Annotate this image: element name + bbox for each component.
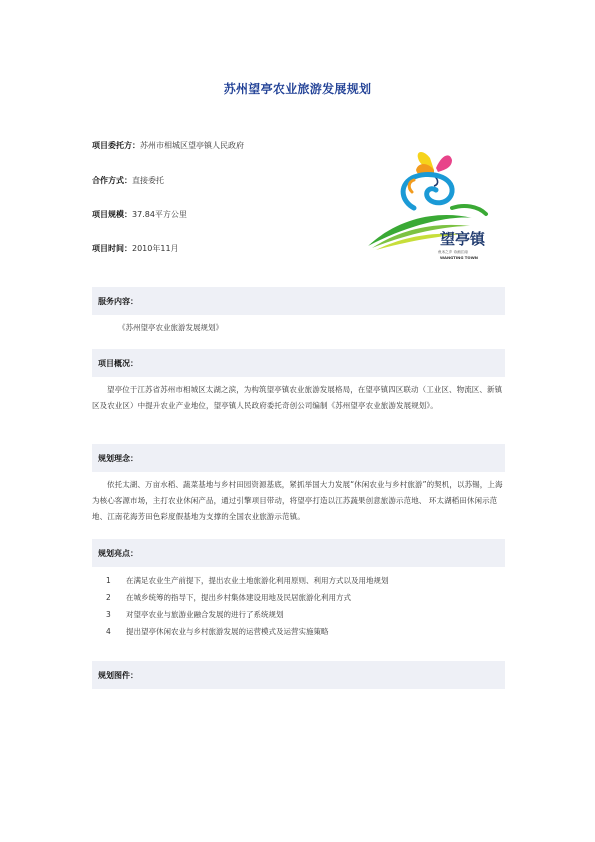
wangting-town-logo-icon [368, 148, 504, 264]
logo-text-en: WANGTING TOWN [440, 255, 478, 260]
logo-slogan: 鱼米之乡 诗画江南 [438, 250, 468, 254]
service-content: 《苏州望亭农业旅游发展规划》 [118, 323, 223, 332]
info-row-time [92, 243, 179, 255]
list-number: 4 [106, 627, 111, 636]
list-item [106, 609, 506, 626]
info-row-client [92, 140, 244, 152]
section-service-header [92, 287, 505, 315]
concept-paragraph: 依托太湖、万亩水稻、蔬菜基地与乡村田园资源基底，紧抓举国大力发展“休闲农业与乡村旅游”的契机，以苏锡，上海为核心客源市场，主打农业休闲产品，通过引擎项目带动，将望亭打造以江苏蔬果创意旅游示范地、 环太湖稻田休闲示范地、江南花海芳田色彩度假基地为支撑的全国农业旅游示范镇。 [92, 480, 503, 521]
section-overview-header [92, 349, 505, 377]
info-label: 合作方式： [92, 176, 132, 185]
info-row-scale [92, 209, 187, 221]
overview-paragraph: 望亭位于江苏省苏州市相城区太湖之滨，为构筑望亭镇农业旅游发展格局，在望亭镇四区联动（工业区、物流区、新镇区及农业区）中提升农业产业地位，望亭镇人民政府委托奇创公司编制《苏州望亭农业旅游发展规划》。 [92, 385, 503, 410]
list-number: 2 [106, 593, 111, 602]
highlights-list [106, 575, 506, 643]
info-value: 苏州市相城区望亭镇人民政府 [140, 141, 244, 150]
list-text: 在满足农业生产前提下，提出农业土地旅游化利用原则、利用方式以及用地规划 [126, 576, 389, 585]
info-value: 37.84平方公里 [132, 210, 187, 219]
section-highlights-header [92, 539, 505, 567]
section-heading: 规划亮点： [98, 549, 138, 558]
list-item [106, 575, 506, 592]
page-title: 苏州望亭农业旅游发展规划 [223, 82, 372, 96]
section-drawings-header [92, 661, 505, 689]
list-text: 提出望亭休闲农业与乡村旅游发展的运营模式及运营实施策略 [126, 627, 329, 636]
info-value: 2010年11月 [132, 244, 179, 253]
list-number: 3 [106, 610, 111, 619]
info-value: 直接委托 [132, 176, 164, 185]
section-heading: 服务内容： [98, 297, 138, 306]
info-label: 项目时间： [92, 244, 132, 253]
section-heading: 规划图件： [98, 671, 138, 680]
list-item [106, 592, 506, 609]
info-label: 项目委托方： [92, 141, 140, 150]
list-item [106, 626, 506, 643]
section-heading: 项目概况： [98, 359, 138, 368]
logo-text-cn: 望亭镇 [440, 230, 486, 248]
section-concept-header [92, 444, 505, 472]
info-row-cooperation [92, 175, 164, 187]
info-label: 项目规模： [92, 210, 132, 219]
list-text: 对望亭农业与旅游业融合发展的进行了系统规划 [126, 610, 284, 619]
section-heading: 规划理念： [98, 454, 138, 463]
list-text: 在城乡统筹的指导下，提出乡村集体建设用地及民居旅游化利用方式 [126, 593, 351, 602]
list-number: 1 [106, 576, 111, 585]
